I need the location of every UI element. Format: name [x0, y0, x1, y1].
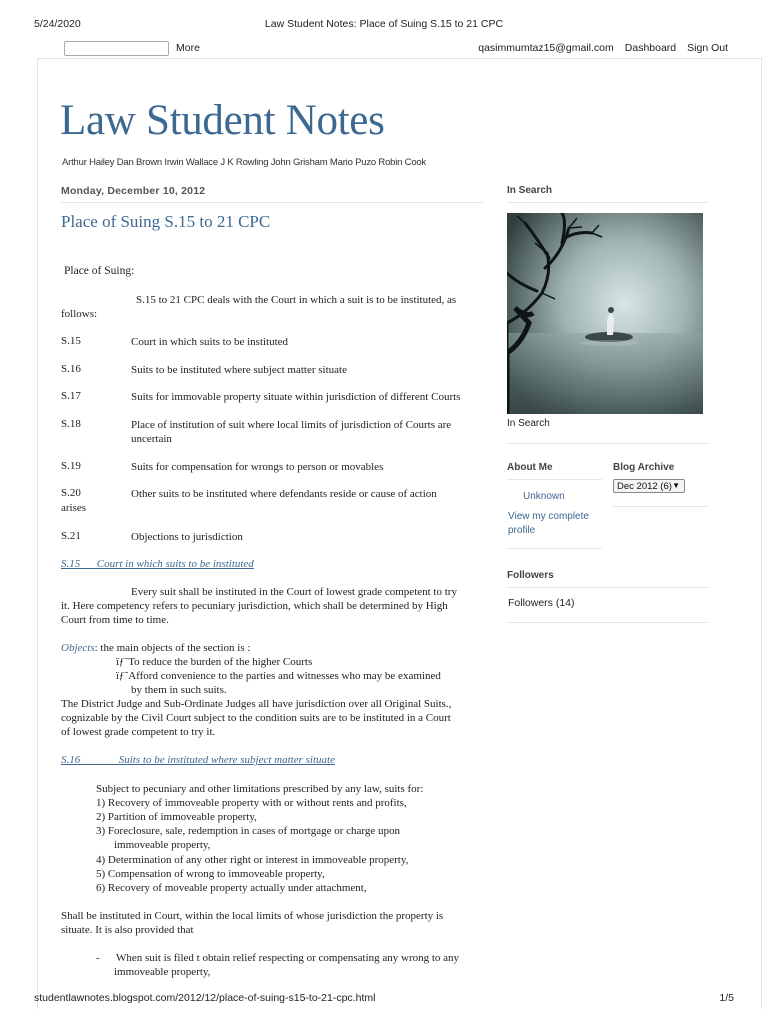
intro-line-1: S.15 to 21 CPC deals with the Court in which a suit is to be instituted, as — [136, 294, 457, 306]
s16-dash-line: immoveable property, — [114, 966, 211, 978]
followers-count[interactable]: Followers (14) — [508, 597, 575, 609]
dash-bullet: - — [96, 952, 100, 964]
s15-paragraph-line: Every suit shall be instituted in the Court of lowest grade competent to try — [131, 586, 457, 598]
section-number: S.18 — [61, 418, 81, 430]
objects-item-text: To reduce the burden of the higher Courts — [128, 656, 313, 668]
s16-list-item: 4) Determination of any other right or interest in immoveable property, — [96, 854, 409, 866]
print-page-number: 1/5 — [719, 992, 734, 1004]
sidebar-divider — [613, 506, 708, 507]
section-title: Suits to be instituted where subject matter situate — [131, 364, 347, 376]
sidebar-divider — [507, 587, 708, 588]
blog-description: Arthur Hailey Dan Brown Irwin Wallace J K Rowling John Grisham Mario Puzo Robin Cook — [62, 157, 427, 168]
s16-list-item: 5) Compensation of wrong to immoveable property, — [96, 868, 325, 880]
print-date: 5/24/2020 — [34, 18, 81, 30]
s16-list-item: 1) Recovery of immoveable property with or without rents and profits, — [96, 797, 407, 809]
bullet-glyph-icon: ïƒ˜ — [116, 656, 129, 668]
navbar-dashboard-link[interactable]: Dashboard — [624, 42, 677, 54]
section-title: Objections to jurisdiction — [131, 531, 243, 543]
s16-heading: S.16 Suits to be instituted where subject matter situate — [61, 754, 335, 766]
navbar-sign-out-link[interactable]: Sign Out — [687, 42, 728, 54]
post-date: Monday, December 10, 2012 — [61, 185, 206, 197]
section-title-cont: arises — [61, 502, 87, 514]
section-number: S.20 — [61, 487, 81, 499]
objects-item-cont: by them in such suits. — [131, 684, 227, 696]
navbar-user-links — [478, 42, 728, 54]
s16-list-item-cont: immoveable property, — [114, 839, 211, 851]
sidebar-image[interactable] — [507, 213, 703, 414]
section-number: S.15 — [61, 335, 81, 347]
section-title: Suits for immovable property situate within jurisdiction of different Courts — [131, 391, 461, 403]
section-title: Suits for compensation for wrongs to person or movables — [131, 461, 384, 473]
s15-paragraph-line: cognizable by the Civil Court subject to the condition suits are to be instituted in a Court — [61, 712, 451, 724]
s16-paragraph-line: situate. It is also provided that — [61, 924, 194, 936]
s16-list-item: 2) Partition of immoveable property, — [96, 811, 257, 823]
s16-list-item: 6) Recovery of moveable property actually under attachment, — [96, 882, 367, 894]
section-number: S.16 — [61, 363, 81, 375]
section-title: Court in which suits to be instituted — [131, 336, 289, 348]
objects-item — [116, 655, 312, 669]
s15-paragraph-line: Court from time to time. — [61, 614, 169, 626]
sidebar-divider — [507, 548, 602, 549]
s15-paragraph-line: The District Judge and Sub-Ordinate Judges all have jurisdiction over all Original Suits., — [61, 698, 452, 710]
view-profile-link-cont[interactable]: profile — [508, 525, 536, 536]
dropdown-arrow-icon: ▼ — [672, 481, 680, 490]
print-url: studentlawnotes.blogspot.com/2012/12/place-of-suing-s15-to-21-cpc.html — [34, 992, 376, 1004]
view-profile-link[interactable]: View my complete — [508, 511, 589, 522]
sidebar-image-caption: In Search — [507, 418, 550, 429]
navbar-more-link[interactable]: More — [176, 42, 200, 54]
objects-item-text: Afford convenience to the parties and witnesses who may be examined — [128, 670, 441, 682]
bullet-glyph-icon: ïƒ˜ — [116, 670, 129, 682]
section-number: S.17 — [61, 390, 81, 402]
blog-archive-heading: Blog Archive — [613, 462, 675, 473]
blog-archive-select[interactable] — [613, 479, 685, 493]
s15-paragraph-line: it. Here competency refers to pecuniary jurisdiction, which shall be determined by High — [61, 600, 448, 612]
s16-paragraph-line: Shall be instituted in Court, within the local limits of whose jurisdiction the property is — [61, 910, 444, 922]
objects-item — [116, 669, 441, 683]
intro-line-2: follows: — [61, 308, 98, 320]
about-me-heading: About Me — [507, 462, 553, 473]
blogger-navbar — [0, 38, 768, 58]
section-title: Other suits to be instituted where defendants reside or cause of action — [131, 488, 437, 500]
about-me-name-link[interactable]: Unknown — [523, 491, 565, 502]
blog-title[interactable]: Law Student Notes — [60, 97, 385, 144]
s16-intro: Subject to pecuniary and other limitations prescribed by any law, suits for: — [96, 783, 424, 795]
archive-selected-value: Dec 2012 (6) — [617, 481, 672, 492]
section-number: S.19 — [61, 460, 81, 472]
sidebar-divider — [507, 622, 708, 623]
navbar-search-input[interactable] — [64, 41, 169, 56]
s15-heading: S.15 Court in which suits to be instituted — [61, 558, 254, 570]
s16-dash-line: When suit is filed t obtain relief respecting or compensating any wrong to any — [116, 952, 460, 964]
sidebar-divider — [507, 202, 708, 203]
intro-heading: Place of Suing: — [64, 265, 135, 277]
print-page-title: Law Student Notes: Place of Suing S.15 to 21 CPC — [264, 18, 504, 30]
date-divider — [61, 202, 483, 203]
sidebar-divider — [507, 443, 708, 444]
navbar-user-email[interactable]: qasimmumtaz15@gmail.com — [478, 42, 614, 54]
section-number: S.21 — [61, 530, 81, 542]
sidebar-search-heading: In Search — [507, 185, 553, 196]
section-title-cont: uncertain — [131, 433, 172, 445]
followers-heading: Followers — [507, 570, 554, 581]
s16-list-item: 3) Foreclosure, sale, redemption in cases of mortgage or charge upon — [96, 825, 401, 837]
sidebar-divider — [507, 479, 602, 480]
s15-paragraph-line: of lowest grade competent to try it. — [61, 726, 216, 738]
objects-text: : the main objects of the section is : — [94, 642, 251, 654]
section-title: Place of institution of suit where local limits of jurisdiction of Courts are — [131, 419, 452, 431]
objects-label: Objects — [61, 642, 95, 654]
objects-line — [61, 641, 250, 655]
post-title[interactable]: Place of Suing S.15 to 21 CPC — [61, 212, 271, 231]
lone-tree-lake-image — [507, 213, 703, 414]
